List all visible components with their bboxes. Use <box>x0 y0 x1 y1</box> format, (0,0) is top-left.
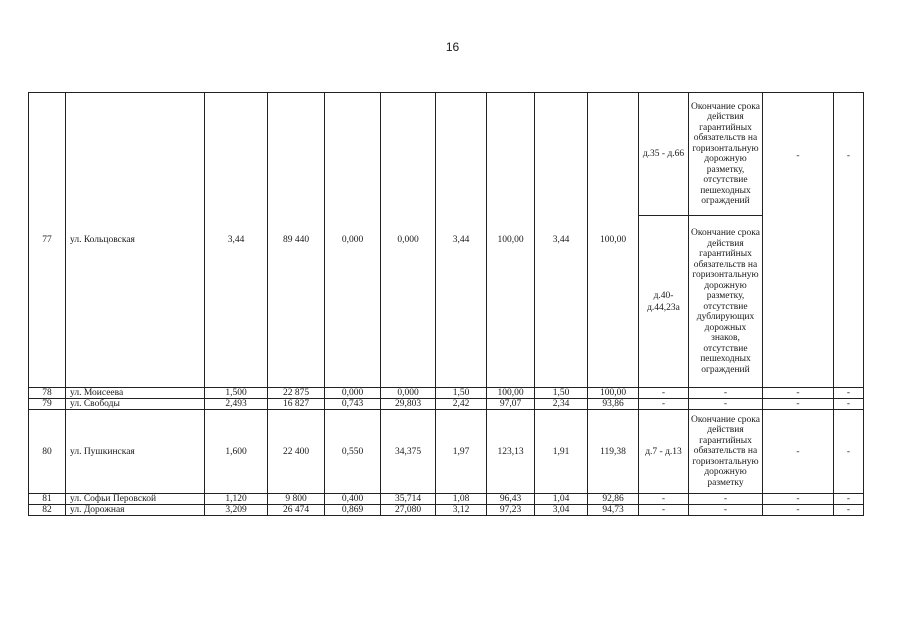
cell-value: - <box>763 93 834 388</box>
cell-value: 1,91 <box>535 410 588 494</box>
cell-value: - <box>834 399 864 410</box>
street-name: ул. Моисеева <box>66 388 205 399</box>
note-cell: - <box>689 388 763 399</box>
segment-cell: д.40-д.44,23а <box>639 216 689 388</box>
note-cell: - <box>689 399 763 410</box>
cell-value: 1,50 <box>436 388 487 399</box>
segment-cell: - <box>639 494 689 505</box>
cell-value: 35,714 <box>381 494 436 505</box>
page-number: 16 <box>445 40 460 54</box>
table-row <box>29 399 864 410</box>
street-name: ул. Пушкинская <box>66 410 205 494</box>
cell-value: 97,07 <box>487 399 535 410</box>
segment-cell: - <box>639 505 689 516</box>
cell-value: 0,400 <box>325 494 381 505</box>
cell-value: - <box>763 494 834 505</box>
cell-value: 123,13 <box>487 410 535 494</box>
cell-value: 22 875 <box>268 388 325 399</box>
cell-value: 96,43 <box>487 494 535 505</box>
table-row <box>29 388 864 399</box>
cell-value: 97,23 <box>487 505 535 516</box>
segment-cell: д.35 - д.66 <box>639 93 689 216</box>
cell-value: 2,34 <box>535 399 588 410</box>
segment-cell: - <box>639 399 689 410</box>
row-number: 78 <box>29 388 66 399</box>
cell-value: 2,42 <box>436 399 487 410</box>
cell-value: - <box>763 388 834 399</box>
street-name: ул. Дорожная <box>66 505 205 516</box>
cell-value: 3,04 <box>535 505 588 516</box>
cell-value: 2,493 <box>205 399 268 410</box>
cell-value: - <box>763 399 834 410</box>
cell-value: 1,08 <box>436 494 487 505</box>
table-row <box>29 410 864 494</box>
cell-value: 0,869 <box>325 505 381 516</box>
row-number: 82 <box>29 505 66 516</box>
cell-value: 9 800 <box>268 494 325 505</box>
cell-value: - <box>834 93 864 388</box>
cell-value: - <box>834 410 864 494</box>
cell-value: 1,500 <box>205 388 268 399</box>
note-cell: Окончание срока действия гарантийных обязательств на горизонтальную дорожную разметку, отсутствие дублирующих дорожных знаков, отсутствие пешеходных ограждений <box>689 216 763 388</box>
table-row <box>29 93 864 216</box>
cell-value: 0,000 <box>325 388 381 399</box>
cell-value: 3,44 <box>535 93 588 388</box>
cell-value: 0,000 <box>381 388 436 399</box>
cell-value: 29,803 <box>381 399 436 410</box>
cell-value: 100,00 <box>487 388 535 399</box>
cell-value: 0,000 <box>325 93 381 388</box>
road-data-table <box>28 92 864 516</box>
cell-value: 100,00 <box>588 93 639 388</box>
row-number: 77 <box>29 93 66 388</box>
cell-value: 1,50 <box>535 388 588 399</box>
cell-value: 1,120 <box>205 494 268 505</box>
cell-value: 119,38 <box>588 410 639 494</box>
cell-value: 92,86 <box>588 494 639 505</box>
street-name: ул. Софьи Перовской <box>66 494 205 505</box>
cell-value: - <box>834 494 864 505</box>
cell-value: 100,00 <box>487 93 535 388</box>
table-row <box>29 505 864 516</box>
note-cell: Окончание срока действия гарантийных обязательств на горизонтальную дорожную разметку, отсутствие пешеходных ограждений <box>689 93 763 216</box>
cell-value: 94,73 <box>588 505 639 516</box>
table-row <box>29 494 864 505</box>
cell-value: 22 400 <box>268 410 325 494</box>
note-cell: Окончание срока действия гарантийных обязательств на горизонтальную дорожную разметку <box>689 410 763 494</box>
cell-value: 16 827 <box>268 399 325 410</box>
cell-value: 1,04 <box>535 494 588 505</box>
cell-value: 1,600 <box>205 410 268 494</box>
cell-value: 89 440 <box>268 93 325 388</box>
cell-value: 3,12 <box>436 505 487 516</box>
cell-value: 1,97 <box>436 410 487 494</box>
row-number: 80 <box>29 410 66 494</box>
street-name: ул. Свободы <box>66 399 205 410</box>
cell-value: 0,743 <box>325 399 381 410</box>
note-cell: - <box>689 494 763 505</box>
note-cell: - <box>689 505 763 516</box>
cell-value: 27,080 <box>381 505 436 516</box>
segment-cell: - <box>639 388 689 399</box>
cell-value: - <box>834 505 864 516</box>
cell-value: - <box>763 505 834 516</box>
cell-value: 93,86 <box>588 399 639 410</box>
cell-value: - <box>763 410 834 494</box>
cell-value: 100,00 <box>588 388 639 399</box>
cell-value: 26 474 <box>268 505 325 516</box>
cell-value: 0,000 <box>381 93 436 388</box>
row-number: 79 <box>29 399 66 410</box>
cell-value: 3,44 <box>436 93 487 388</box>
cell-value: 3,209 <box>205 505 268 516</box>
cell-value: - <box>834 388 864 399</box>
segment-cell: д.7 - д.13 <box>639 410 689 494</box>
cell-value: 3,44 <box>205 93 268 388</box>
street-name: ул. Кольцовская <box>66 93 205 388</box>
cell-value: 34,375 <box>381 410 436 494</box>
row-number: 81 <box>29 494 66 505</box>
cell-value: 0,550 <box>325 410 381 494</box>
